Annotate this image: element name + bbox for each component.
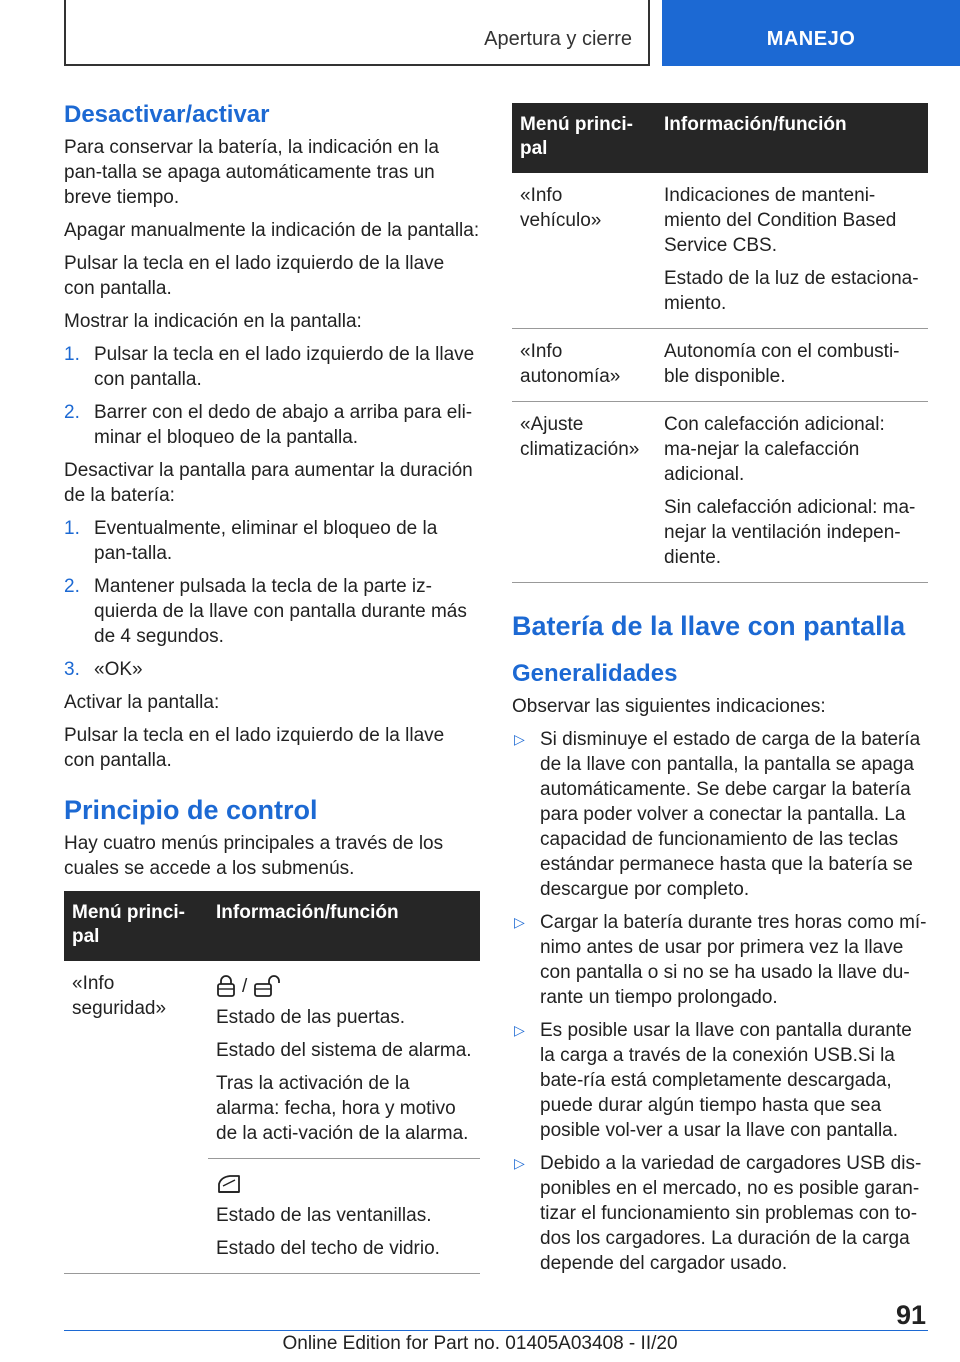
paragraph: Pulsar la tecla en el lado izquierdo de la llave con pantalla.: [64, 725, 445, 771]
step-item: [64, 657, 480, 682]
info-line: Estado de las ventanillas.: [216, 1205, 432, 1226]
info-line: Estado de las puertas.: [216, 1007, 406, 1028]
step-text: «OK»: [94, 659, 143, 680]
table-cell-menu: «Info vehículo»: [512, 173, 656, 329]
step-text: Eventualmente, eliminar el bloqueo de la pan-talla.: [94, 518, 438, 564]
info-line: Estado del sistema de alarma.: [216, 1040, 472, 1061]
list-item-text: Cargar la batería durante tres horas como mí-nimo antes de usar por primera vez la llave con pantalla o si no se ha usado la llave du-rante un tiempo prolongado.: [540, 912, 927, 1008]
icon-separator: /: [242, 975, 248, 997]
list-item-text: Si disminuye el estado de carga de la batería de la llave con pantalla, la pantalla se apaga automáticamente. Se debe cargar la batería para poder volver a conectar la pantalla. La capacidad de funcionamiento de las teclas estándar permanece hasta que la batería se descargue por completo.: [540, 729, 921, 900]
right-column: [512, 103, 928, 1284]
table-row: [512, 329, 928, 402]
step-number: 1.: [64, 518, 80, 539]
paragraph: Mostrar la indicación en la pantalla:: [64, 311, 362, 332]
steps-list-mostrar: [64, 342, 480, 450]
step-text: Mantener pulsada la tecla de la parte iz-quierda de la llave con pantalla durante más de 4 segundos.: [94, 576, 467, 647]
info-line: Tras la activación de la alarma: fecha, hora y motivo de la acti-vación de la alarma.: [216, 1073, 469, 1144]
icon-row: [216, 971, 472, 1001]
step-item: [64, 574, 480, 649]
table-cell-info: [656, 402, 928, 583]
table-cell-info: [208, 961, 480, 1159]
header-section-title: Apertura y cierre: [484, 28, 632, 50]
table-cell-info: [208, 1159, 480, 1274]
header-chapter-label: MANEJO: [766, 28, 856, 50]
info-line: Estado de la luz de estaciona-miento.: [664, 268, 919, 314]
step-number: 2.: [64, 402, 80, 423]
heading-bateria: Batería de la llave con pantalla: [512, 611, 906, 641]
paragraph: Observar las siguientes indicaciones:: [512, 696, 826, 717]
table-header-menu: Menú princi-pal: [64, 891, 208, 961]
header-frame: [64, 0, 650, 66]
table-cell-info: [656, 329, 928, 402]
lock-open-icon: [253, 974, 281, 998]
icon-row: [216, 1169, 472, 1199]
menu-table-right: [512, 103, 928, 583]
left-column: [64, 100, 480, 1274]
paragraph: Hay cuatro menús principales a través de los cuales se accede a los submenús.: [64, 833, 444, 879]
footer-divider: [64, 1330, 928, 1331]
step-text: Barrer con el dedo de abajo a arriba para eli-minar el bloqueo de la pantalla.: [94, 402, 473, 448]
table-header-info: Información/función: [208, 891, 480, 961]
info-line: Estado del techo de vidrio.: [216, 1238, 440, 1259]
bullet-list: [512, 727, 928, 1276]
info-line: Autonomía con el combusti-ble disponible.: [664, 341, 900, 387]
steps-list-desactivar: [64, 516, 480, 682]
table-header-menu: Menú princi-pal: [512, 103, 656, 173]
header-chapter-tab: [662, 0, 960, 66]
table-header-info: Información/función: [656, 103, 928, 173]
paragraph: Desactivar la pantalla para aumentar la duración de la batería:: [64, 460, 473, 506]
list-item-text: Debido a la variedad de cargadores USB dis-ponibles en el mercado, no es posible garan-tizar el funcionamiento sin problemas con to-dos los cargadores. La duración de la carga depende del cargador usado.: [540, 1153, 922, 1274]
heading-principio: Principio de control: [64, 795, 318, 825]
list-item: [512, 910, 928, 1010]
table-row: [64, 961, 480, 1159]
footer-edition: Online Edition for Part no. 01405A03408 - II/20: [282, 1333, 678, 1354]
heading-desactivar: Desactivar/activar: [64, 101, 270, 128]
page-header: [0, 0, 960, 66]
bullet-triangle-icon: ▷: [514, 1155, 525, 1171]
table-header-row: [512, 103, 928, 173]
table-cell-info: [656, 173, 928, 329]
step-item: [64, 516, 480, 566]
list-item: [512, 1151, 928, 1276]
bullet-triangle-icon: ▷: [514, 1022, 525, 1038]
step-number: 3.: [64, 659, 80, 680]
paragraph: Pulsar la tecla en el lado izquierdo de la llave con pantalla.: [64, 253, 445, 299]
paragraph: Para conservar la batería, la indicación en la pan-talla se apaga automáticamente tras un breve tiempo.: [64, 137, 439, 208]
menu-table-left: [64, 891, 480, 1274]
table-header-row: [64, 891, 480, 961]
step-number: 1.: [64, 344, 80, 365]
step-item: [64, 342, 480, 392]
step-item: [64, 400, 480, 450]
list-item: [512, 727, 928, 902]
table-row: [512, 173, 928, 329]
heading-generalidades: Generalidades: [512, 660, 678, 687]
table-cell-menu: «Ajuste climatización»: [512, 402, 656, 583]
window-icon: [216, 1172, 242, 1196]
step-number: 2.: [64, 576, 80, 597]
lock-closed-icon: [216, 974, 236, 998]
info-line: Indicaciones de manteni-miento del Condition Based Service CBS.: [664, 185, 897, 256]
info-line: Con calefacción adicional: ma-nejar la calefacción adicional.: [664, 414, 885, 485]
list-item-text: Es posible usar la llave con pantalla durante la carga a través de la conexión USB.Si la bate-ría está completamente descargada, puede durar algún tiempo hasta que sea posible vol-ver a usar la llave con pantalla.: [540, 1020, 912, 1141]
bullet-triangle-icon: ▷: [514, 731, 525, 747]
table-row: [512, 402, 928, 583]
paragraph: Apagar manualmente la indicación de la pantalla:: [64, 220, 480, 241]
page-number: 91: [895, 1300, 926, 1330]
bullet-triangle-icon: ▷: [514, 914, 525, 930]
list-item: [512, 1018, 928, 1143]
table-cell-menu: «Info seguridad»: [64, 961, 208, 1274]
info-line: Sin calefacción adicional: ma-nejar la ventilación indepen-diente.: [664, 497, 916, 568]
step-text: Pulsar la tecla en el lado izquierdo de la llave con pantalla.: [94, 344, 475, 390]
paragraph: Activar la pantalla:: [64, 692, 220, 713]
table-cell-menu: «Info autonomía»: [512, 329, 656, 402]
